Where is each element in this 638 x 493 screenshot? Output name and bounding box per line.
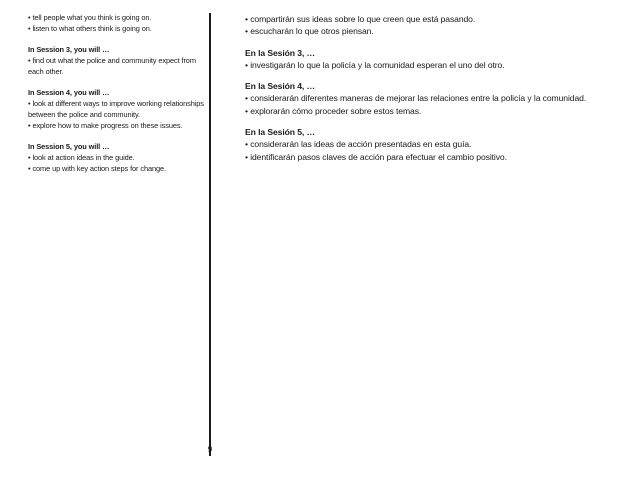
list-item: • investigarán lo que la policía y la comunidad esperan el uno del otro.: [245, 59, 505, 70]
session-heading: In Session 4, you will …: [28, 88, 110, 97]
list-item: • explorarán cómo proceder sobre estos temas.: [245, 105, 422, 116]
session-5-block: [28, 141, 206, 174]
column-divider: [209, 13, 211, 456]
list-item: • identificarán pasos claves de acción para efectuar el cambio positivo.: [245, 151, 507, 162]
session-heading: En la Sesión 5, …: [245, 127, 315, 138]
page-number: 9: [207, 445, 213, 454]
session-4-block: [28, 87, 206, 131]
session-heading: En la Sesión 3, …: [245, 47, 315, 58]
intro-list: [28, 12, 206, 34]
session-heading: In Session 3, you will …: [28, 45, 110, 54]
spanish-column: [245, 13, 625, 172]
session-4-block: [245, 80, 625, 117]
list-item: • find out what the police and community expect from each other.: [28, 56, 196, 76]
list-item: • tell people what you think is going on.: [28, 13, 152, 22]
session-heading: In Session 5, you will …: [28, 142, 110, 151]
list-item: • compartirán sus ideas sobre lo que creen que está pasando.: [245, 14, 476, 24]
session-heading: En la Sesión 4, …: [245, 81, 315, 92]
session-5-block: [245, 126, 625, 163]
session-3-block: [245, 47, 625, 72]
intro-list: [245, 13, 625, 38]
list-item: • listen to what others think is going on.: [28, 24, 152, 33]
list-item: • come up with key action steps for change.: [28, 164, 166, 173]
list-item: • escucharán lo que otros piensan.: [245, 26, 374, 37]
list-item: • look at different ways to improve working relationships between the police and community.: [28, 99, 204, 119]
list-item: • look at action ideas in the guide.: [28, 153, 135, 162]
english-column: [28, 12, 206, 184]
session-3-block: [28, 44, 206, 77]
list-item: • explore how to make progress on these issues.: [28, 121, 183, 130]
list-item: • considerarán las ideas de acción presentadas en esta guía.: [245, 139, 472, 150]
list-item: • considerarán diferentes maneras de mejorar las relaciones entre la policía y la comunidad.: [245, 93, 587, 104]
